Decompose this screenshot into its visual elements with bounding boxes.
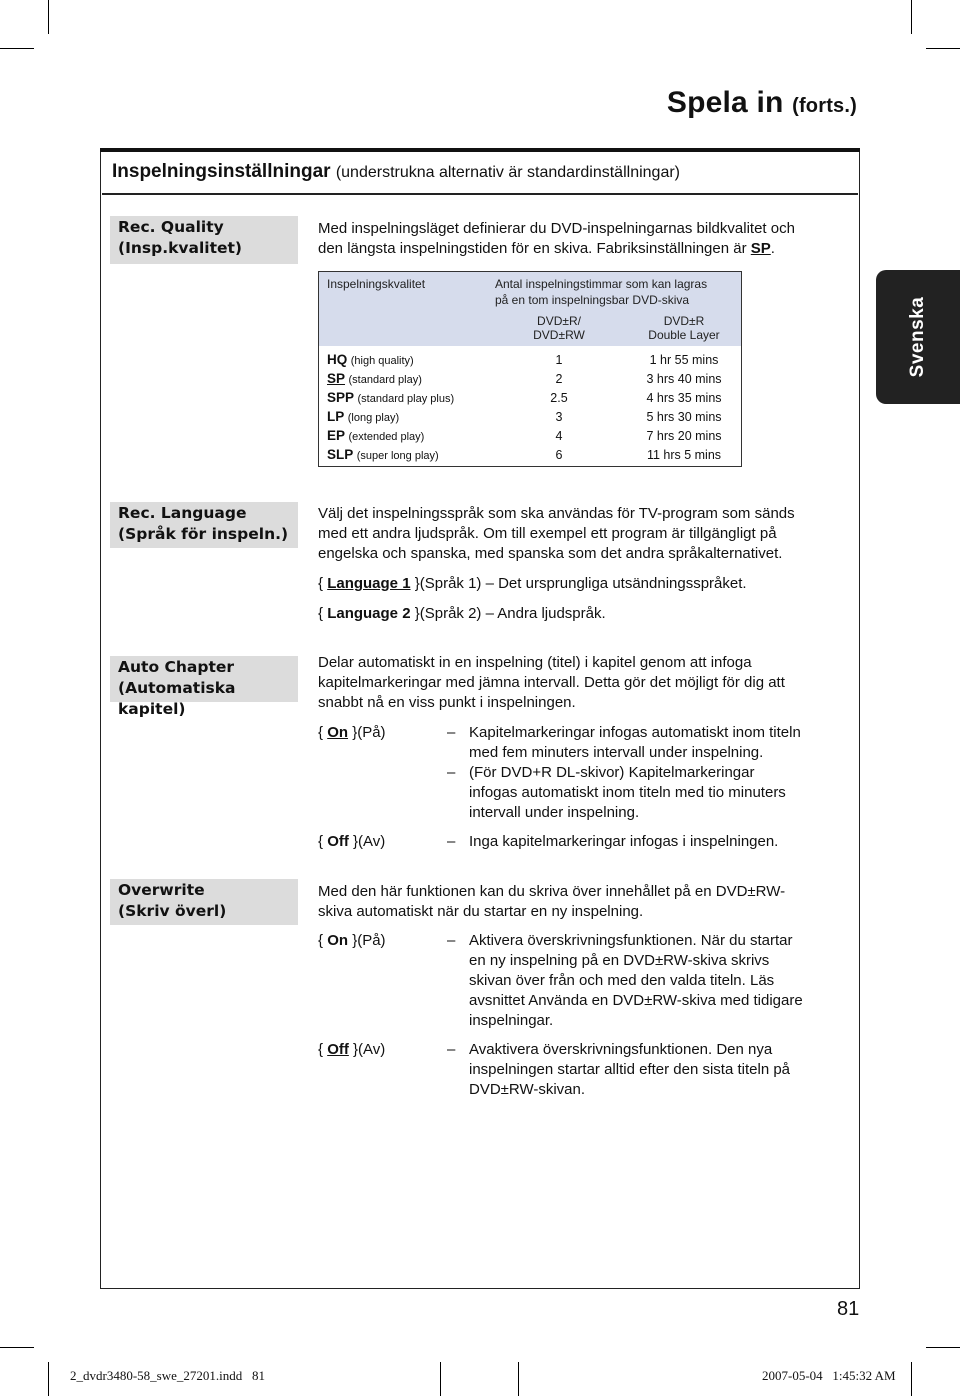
default-value: SP (750, 240, 771, 257)
overwrite-text (318, 882, 838, 922)
label-line: Overwrite (118, 881, 205, 899)
overwrite-label (110, 879, 298, 925)
crop-mark (926, 1347, 960, 1348)
label-line: (Insp.kvalitet) (118, 239, 243, 257)
mode-code: SP (327, 371, 346, 386)
double-layer-time: 7 hrs 20 mins (646, 429, 722, 443)
text-line: Med inspelningsläget definierar du DVD-inspelningarnas bildkvalitet och (318, 220, 795, 237)
single-layer-hours: 2 (555, 372, 563, 386)
mode-code: HQ (327, 352, 348, 367)
slug-divider (440, 1362, 441, 1396)
double-layer-time: 11 hrs 5 mins (646, 448, 722, 462)
text-line: den längsta inspelningstiden för en skiva. Fabriksinställningen är SP. (318, 240, 775, 257)
label-line: Rec. Language (118, 504, 247, 522)
option-name: On (327, 724, 349, 741)
single-layer-hours: 2.5 (550, 391, 568, 405)
page-title-main: Spela in (666, 86, 784, 119)
language-option-2: { Language 2 }(Språk 2) – Andra ljudspråk. (318, 605, 606, 622)
text-line: Delar automatiskt in en inspelning (titel) i kapitel genom att infoga (318, 654, 752, 671)
section-heading-note: (understrukna alternativ är standardinställningar) (335, 164, 680, 181)
mode-desc: (standard play plus) (357, 393, 455, 405)
table-row-mode (327, 371, 422, 386)
col2-header-line1: Antal inspelningstimmar som kan lagras (495, 277, 708, 291)
crop-mark (0, 48, 34, 49)
table-row-mode (327, 352, 414, 367)
option-name: Language 2 (327, 605, 411, 622)
single-layer-hours: 1 (555, 353, 563, 367)
text-line: Med den här funktionen kan du skriva över innehållet på en DVD±RW- (318, 883, 786, 900)
crop-mark (48, 1362, 49, 1396)
auto-chapter-off-desc: – Inga kapitelmarkeringar infogas i inspelningen. (447, 833, 779, 850)
auto-chapter-text (318, 653, 838, 713)
sub-header-1: DVD±R/ DVD±RW (533, 314, 585, 342)
mode-code: LP (327, 409, 345, 424)
table-row-mode (327, 390, 454, 405)
table-row-mode (327, 447, 439, 462)
text-line: kapitelmarkeringar med jämna intervall. Detta gör det möjligt för dig att (318, 674, 785, 691)
crop-mark (911, 0, 912, 34)
language-option-1: { Language 1 }(Språk 1) – Det ursprungliga utsändningsspråket. (318, 575, 747, 592)
overwrite-on-desc: – Aktivera överskrivningsfunktionen. När du startar en ny inspelning på en DVD±RW-skiva skrivs skivan över från och med den valda titeln. Läs avsnittet Använda en DVD±RW-skiva med tidigare inspelningar. (447, 932, 803, 1029)
auto-chapter-on-desc: – Kapitelmarkeringar infogas automatiskt inom titeln med fem minuters intervall under inspelning. – (För DVD+R DL-skivor) Kapitelmarkeringar infogas automatiskt inom titeln med tio minuters intervall under inspelning. (447, 724, 801, 821)
text-line: engelska och spanska, med spanska som det andra språkalternativet. (318, 545, 783, 562)
text-line: med ett andra ljudspråk. Om till exempel ett program är tillgängligt på (318, 525, 777, 542)
crop-mark (48, 0, 49, 34)
page-number: 81 (837, 1298, 860, 1320)
table-row-mode (327, 428, 424, 443)
section-heading-text: Inspelningsinställningar (112, 161, 331, 182)
language-tab (876, 270, 960, 404)
single-layer-hours: 6 (555, 448, 563, 462)
double-layer-time: 5 hrs 30 mins (646, 410, 722, 424)
label-line: Auto Chapter (118, 658, 235, 676)
mode-code: SLP (327, 447, 354, 462)
double-layer-time: 3 hrs 40 mins (646, 372, 722, 386)
text-line: skiva automatiskt när du startar en ny inspelning. (318, 903, 644, 920)
table-row-mode (327, 409, 399, 424)
col1-header: Inspelningskvalitet (327, 277, 426, 291)
mode-desc: (long play) (347, 412, 400, 424)
label-line: (Språk för inspeln.) (118, 525, 289, 543)
crop-mark (911, 1362, 912, 1396)
sub-header-2: DVD±R Double Layer (648, 314, 720, 342)
rec-language-text (318, 504, 838, 564)
single-layer-hours: 4 (555, 429, 563, 443)
frame-top-rule (100, 148, 860, 152)
option-name: Language 1 (327, 575, 411, 592)
label-line: (Skriv överl) (118, 902, 227, 920)
auto-chapter-label (110, 656, 298, 718)
slug-left: 2_dvdr3480-58_swe_27201.indd 81 (70, 1368, 265, 1383)
rec-quality-text (318, 219, 838, 259)
section-heading (112, 161, 680, 183)
mode-desc: (standard play) (348, 374, 422, 386)
mode-desc: (super long play) (356, 450, 439, 462)
double-layer-time: 4 hrs 35 mins (646, 391, 722, 405)
slug-divider (518, 1362, 519, 1396)
col2-header-line2: på en tom inspelningsbar DVD-skiva (495, 293, 690, 307)
auto-chapter-off: { Off }(Av) (318, 833, 386, 850)
option-name: On (327, 932, 349, 949)
auto-chapter-on: { On }(På) (318, 724, 386, 741)
crop-mark (926, 48, 960, 49)
text-line: Välj det inspelningsspråk som ska användas för TV-program som sänds (318, 505, 795, 522)
single-layer-hours: 3 (555, 410, 563, 424)
mode-code: EP (327, 428, 346, 443)
double-layer-time: 1 hr 55 mins (649, 353, 719, 367)
label-line: (Automatiska kapitel) (118, 679, 236, 718)
overwrite-off-desc: – Avaktivera överskrivningsfunktionen. Den nya inspelningen startar alltid efter den sista titeln på DVD±RW-skivan. (447, 1041, 791, 1098)
language-tab-label: Svenska (907, 296, 928, 378)
option-name: Off (327, 833, 349, 850)
mode-code: SPP (327, 390, 355, 405)
overwrite-on: { On }(På) (318, 932, 386, 949)
option-name: Off (327, 1041, 349, 1058)
crop-mark (0, 1347, 34, 1348)
page-title-sub: (forts.) (792, 95, 857, 117)
label-line: Rec. Quality (118, 218, 224, 236)
rec-language-label (110, 502, 298, 548)
rec-quality-label (110, 216, 298, 264)
overwrite-off: { Off }(Av) (318, 1041, 386, 1058)
section-heading-box (102, 153, 858, 195)
quality-table (318, 271, 742, 467)
text-line: snabbt nå en viss punkt i inspelningen. (318, 694, 576, 711)
mode-desc: (high quality) (350, 355, 414, 367)
page-title (667, 86, 857, 120)
mode-desc: (extended play) (348, 431, 425, 443)
slug-right: 2007-05-04 1:45:32 AM (762, 1368, 896, 1383)
